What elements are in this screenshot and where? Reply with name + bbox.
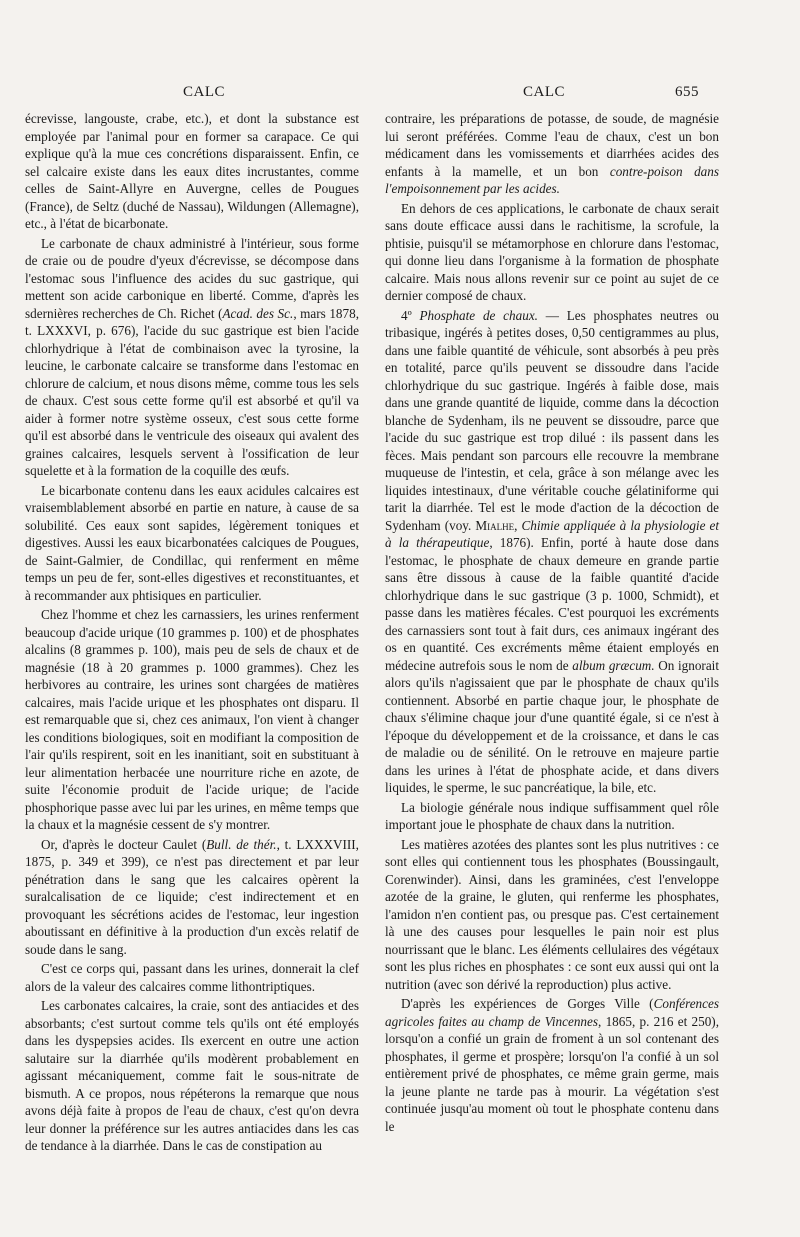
- left-column: [25, 110, 359, 1155]
- paragraph: La biologie générale nous indique suffisamment quel rôle important joue le phosphate de chaux dans la nutrition.: [385, 799, 719, 832]
- paragraph: Les matières azotées des plantes sont les plus nutritives : ce sont elles qui contiennent tous les phosphates (Boussingault, Corenwinder). Ainsi, dans les graminées, c'est l'enveloppe azotée de la graine, le gluten, qui renferme les phosphates, l'amidon n'en contient pas, ou presque pas. C'est certainement là une des causes pour lesquelles le pain noir est plus nourrissant que le blanc. Les éléments cellulaires des végétaux sont les plus riches en phosphates : ce sont eux aussi qui ont la nutrition (avec son dérivé la reproduction) plus active.: [385, 836, 719, 992]
- running-head-left: CALC: [183, 84, 226, 100]
- citation: Acad. des Sc.: [222, 305, 294, 321]
- paragraph: Les carbonates calcaires, la craie, sont des antiacides et des absorbants; c'est surtout comme tels qu'ils ont été employés dans les dyspepsies acides. Ils exercent en outre une action salutaire sur la diarrhée qu'ils modèrent probablement en agissant mécaniquement, comme fait le sous-nitrate de bismuth. A ce propos, nous répéterons la remarque que nous avons déjà faite à propos de l'eau de chaux, c'est qu'on devra leur donner la préférence sur les autres antiacides dans les cas de tendance à la diarrhée. Dans le cas de constipation au: [25, 998, 359, 1153]
- paragraph: [385, 995, 719, 1135]
- paragraph: [25, 836, 359, 959]
- paragraph: C'est ce corps qui, passant dans les urines, donnerait la clef alors de la valeur des calcaires comme lithontriptiques.: [25, 961, 359, 994]
- citation: Bull. de thér.: [206, 836, 277, 852]
- paragraph: Le bicarbonate contenu dans les eaux acidules calcaires est vraisemblablement absorbé en partie en nature, à cause de sa solubilité. Ces eaux sont sapides, légèrement toniques et digestives. Aussi les eaux bicarbonatées calciques de Pougues, de Saint-Galmier, de Condillac, qui renferment en même temps un peu de fer, sont-elles digestives et reconstituantes, et à recommander aux phtisiques en particulier.: [25, 482, 359, 603]
- text-run: D'après les expériences de Gorges Ville (: [401, 996, 654, 1011]
- section-title: Phosphate de chaux.: [419, 307, 538, 323]
- paragraph: [25, 235, 359, 480]
- text-run: On ignorait alors qu'ils n'agissaient que par le phosphate de chaux qu'ils contiennent. Absorbé en partie chaque jour, le phosphate de chaux s'élimine chaque jour d'une quantité égale, si ce n'est à l'époque du développement et de la croissance, et dans le cas de maladie ou de sénilité. On le retrouve en majeure partie dans les urines à l'état de phosphate acide, et dans divers liquides, le sperme, le suc pancréatique, la bile, etc.: [385, 657, 719, 795]
- latin-term: album græcum.: [572, 657, 655, 673]
- paragraph: [385, 307, 719, 797]
- text-run: , mars 1878, t. LXXXVI, p. 676), l'acide du suc gastrique est bien l'acide chlorhydrique à l'état de combinaison avec la tyrosine, la leucine, le carbonate calcaire se transforme dans l'estomac en chlorure de calcium, et nous disons même, comme tous les sels de chaux. C'est sous cette forme qu'il est absorbé et qu'il va aider à former notre système osseux, c'est sous cette forme qu'il est absorbé dans le ventricule des oiseaux qui avalent des graines calcaires, lesquels servent à l'ossification de leur squelette et à la formation de la coquille des œufs.: [25, 305, 360, 478]
- text-run: , t. LXXXVIII, 1875, p. 349 et 399), ce n'est pas directement et par leur pénétration dans le sang que les calcaires opèrent la suralcalisation de ce liquide; c'est indirectement et en provoquant les sécrétions acides de l'estomac, leur ingestion aboutissant en définitive à la production d'un excès relatif de soude dans le sang.: [25, 836, 359, 957]
- emphasis: contre-poison dans l'empoisonnement par les acides.: [385, 163, 719, 196]
- citation: Chimie appliquée à la physiologie et à la thérapeutique: [385, 517, 720, 550]
- running-head-right: CALC: [523, 84, 566, 100]
- text-run: — Les phosphates neutres ou tribasique, ingérés à petites doses, 0,50 centigrammes au plus, dans une faible quantité de véhicule, sont absorbés à peu près en totalité, parce qu'ils peuvent se dissoudre dans l'acide chlorhydrique du suc gastrique. Ingérés à faible dose, mais dans une grande quantité de liquide, comme dans la décoction blanche de Sydenham, ils ne peuvent se dissoudre, parce que l'acide du suc gastrique est trop dilué : ils passent dans les fèces. Mais pendant son parcours elle recouvre la membrane muqueuse de l'intestin, et cela, grâce à son mélange avec les liquides intestinaux, d'une véritable couche gélatiniforme qui tarit la diarrhée. Tel est le mode d'action de la décoction de Sydenham (voy.: [385, 307, 720, 533]
- paragraph: En dehors de ces applications, le carbonate de chaux serait sans doute efficace aussi dans le rachitisme, la scrofule, la phtisie, puisqu'il se métamorphose en chlorure dans l'estomac, qui donne lieu dans l'organisme à la formation de phosphate calcaire. Mais nous allons revenir sur ce point au sujet de ce dernier composé de chaux.: [385, 200, 719, 303]
- text-run: contraire, les préparations de potasse, de soude, de magnésie lui seront préférées. Comme l'eau de chaux, c'est un bon médicament dans les vomissements et diarrhées acides des enfants à la mamelle, et un bon: [385, 111, 719, 179]
- text-run: Le carbonate de chaux administré à l'intérieur, sous forme de craie ou de poudre d'yeux d'écrevisse, se décompose dans l'estomac sous l'influence des acides du suc gastrique, qui mettent son acide carbonique en liberté. Comme, d'après les sdernières recherches de Ch. Richet (: [25, 235, 359, 321]
- paragraph: [385, 110, 719, 198]
- author-name: Mialhe: [475, 517, 515, 533]
- page-number: 655: [675, 84, 699, 100]
- text-run: Or, d'après le docteur Caulet (: [41, 836, 207, 852]
- paragraph: Chez l'homme et chez les carnassiers, les urines renferment beaucoup d'acide urique (10 grammes p. 100) et de phosphates alcalins (8 grammes p. 100), mais peu de sels de chaux et de magnésie (18 à 20 grammes p. 1000 grammes). Chez les herbivores au contraire, les urines sont chargées de matières calcaires, mais l'acide urique et les phosphates ont disparu. Il est remarquable que si, chez ces animaux, l'on vient à changer les conditions biologiques, soit en modifiant la composition de l'air qu'ils respirent, soit en les inanitiant, soit en substituant à leur alimentation herbacée une nourriture riche en azote, de suite l'économie produit de l'acide urique; de l'acide phosphorique passe avec lui par les urines, en même temps que la chaux et la magnésie cessent de s'y montrer.: [25, 607, 359, 832]
- paragraph: écrevisse, langouste, crabe, etc.), et dont la substance est employée par l'animal pour en former sa carapace. Ce qui explique qu'à la mue ces concrétions disparaissent. Enfin, ce sel calcaire existe dans les eaux dites incrustantes, comme celles de Saint-Allyre en Auvergne, celles de Pougues (France), de Seltz (duché de Nassau), Wildungen (Allemagne), etc., à l'état de bicarbonate.: [25, 111, 359, 231]
- section-number: 4º: [401, 307, 420, 323]
- text-run: ,: [514, 517, 522, 533]
- text-run: , 1876). Enfin, porté à haute dose dans l'estomac, le phosphate de chaux demeure en grande partie sans être dissous à cause de la faible quantité d'acide chlorhydrique dans le suc gastrique (3 p. 1000, Schmidt), et passe dans les matières fécales. C'est pourquoi les excréments des carnassiers sont tout à fait durs, ces animaux ingérant des os en quantité. Ces excréments même étaient employés en médecine autrefois sous le nom de: [385, 535, 719, 673]
- text-run: , 1865, p. 216 et 250), lorsqu'on a confié un grain de froment à un sol contenant des phosphates, il germe et prospère; lorsqu'on l'a confié à un sol entièrement privé de phosphates, ce même grain germe, mais la jeune plante ne tarde pas à mourir. La végétation s'est continuée jusqu'au moment où tout le phosphate contenu dans le: [385, 1013, 719, 1134]
- right-column: [385, 110, 719, 1135]
- citation: Conférences agricoles faites au champ de Vincennes: [385, 996, 719, 1029]
